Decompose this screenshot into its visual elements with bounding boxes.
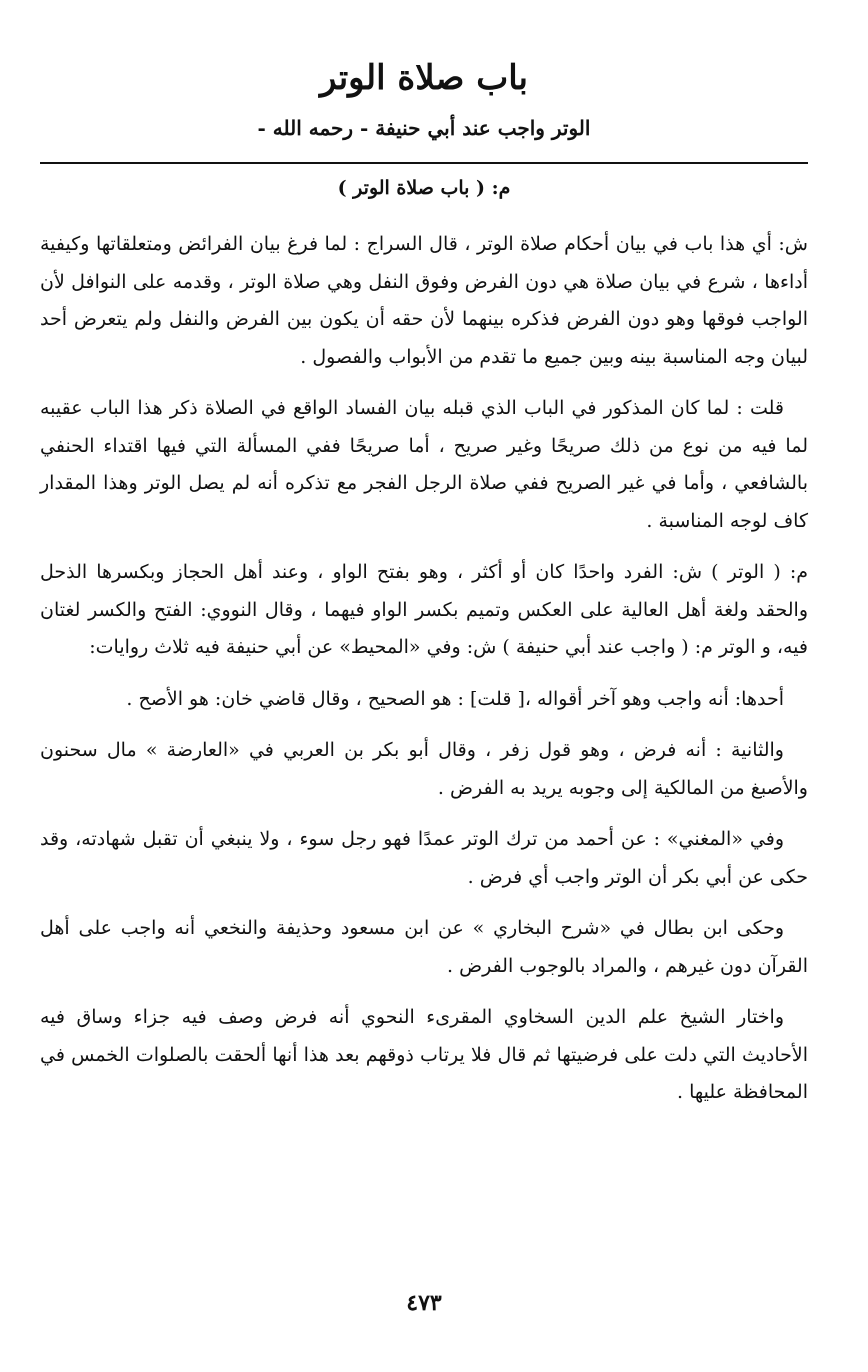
chapter-title: باب صلاة الوتر xyxy=(319,58,529,98)
paragraph: أحدها: أنه واجب وهو آخر أقواله ،[ قلت] : هو الصحيح ، وقال قاضي خان: هو الأصح . xyxy=(126,687,784,710)
matn-heading: م: ( باب صلاة الوتر ) xyxy=(337,177,511,199)
paragraph: ش: أي هذا باب في بيان أحكام صلاة الوتر ، قال السراج : لما فرغ بيان الفرائض ومتعلقاتها وكيفية أداءها ، شرع في بيان صلاة هي دون الفرض وفوق النفل وهي صلاة الوتر ، وقدمه على النوافل لأن الواجب فوقها وهو دون الفرض فذكره بينهما لأن حقه أن يكون بين الفرض والنفل ولم يتعرض أحد لبيان وجه المناسبة بينه وبين جميع ما تقدم من الأبواب والفصول . xyxy=(40,233,808,368)
header-divider xyxy=(40,162,808,164)
paragraph: وفي «المغني» : عن أحمد من ترك الوتر عمدًا فهو رجل سوء ، ولا ينبغي أن تقبل شهادته، وقد حكى عن أبي بكر أن الوتر واجب أي فرض . xyxy=(40,828,808,888)
paragraph: وحكى ابن بطال في «شرح البخاري » عن ابن مسعود وحذيفة والنخعي أنه واجب على أهل القرآن دون غيرهم ، والمراد بالوجوب الفرض . xyxy=(40,917,808,977)
body-text xyxy=(40,226,808,1126)
paragraph: قلت : لما كان المذكور في الباب الذي قبله بيان الفساد الواقع في الصلاة ذكر هذا الباب عقيبه لما فيه من نوع من ذلك صريحًا وغير صريح ، أما صريحًا ففي المسألة التي فيها اقتداء الحنفي بالشافعي ، وأما في غير الصريح ففي صلاة الرجل الفجر مع تذكره أنه لم يصل الوتر وهذا المقدار كاف لوجه المناسبة . xyxy=(40,397,808,532)
paragraph: م: ( الوتر ) ش: الفرد واحدًا كان أو أكثر ، وهو بفتح الواو ، وعند أهل الحجاز وبكسرها الذحل والحقد ولغة أهل العالية على العكس وتميم بكسر الواو فيهما ، وقال النووي: الفتح والكسر لغتان فيه، و الوتر م: ( واجب عند أبي حنيفة ) ش: وفي «المحيط» عن أبي حنيفة فيه ثلاث روايات: xyxy=(40,561,808,658)
chapter-subtitle: الوتر واجب عند أبي حنيفة - رحمه الله - xyxy=(257,116,591,140)
paragraph: واختار الشيخ علم الدين السخاوي المقرىء النحوي أنه فرض وصف فيه جزاء وساق فيه الأحاديث التي دلت على فرضيتها ثم قال فلا يرتاب ذوقهم بعد هذا أنها ألحقت بالصلوات الخمس في المحافظة عليها . xyxy=(40,1006,808,1103)
paragraph: والثانية : أنه فرض ، وهو قول زفر ، وقال أبو بكر بن العربي في «العارضة » مال سحنون والأصبغ من المالكية إلى وجوبه يريد به الفرض . xyxy=(40,739,808,799)
book-page xyxy=(40,0,808,1372)
page-number: ٤٧٣ xyxy=(406,1290,442,1316)
